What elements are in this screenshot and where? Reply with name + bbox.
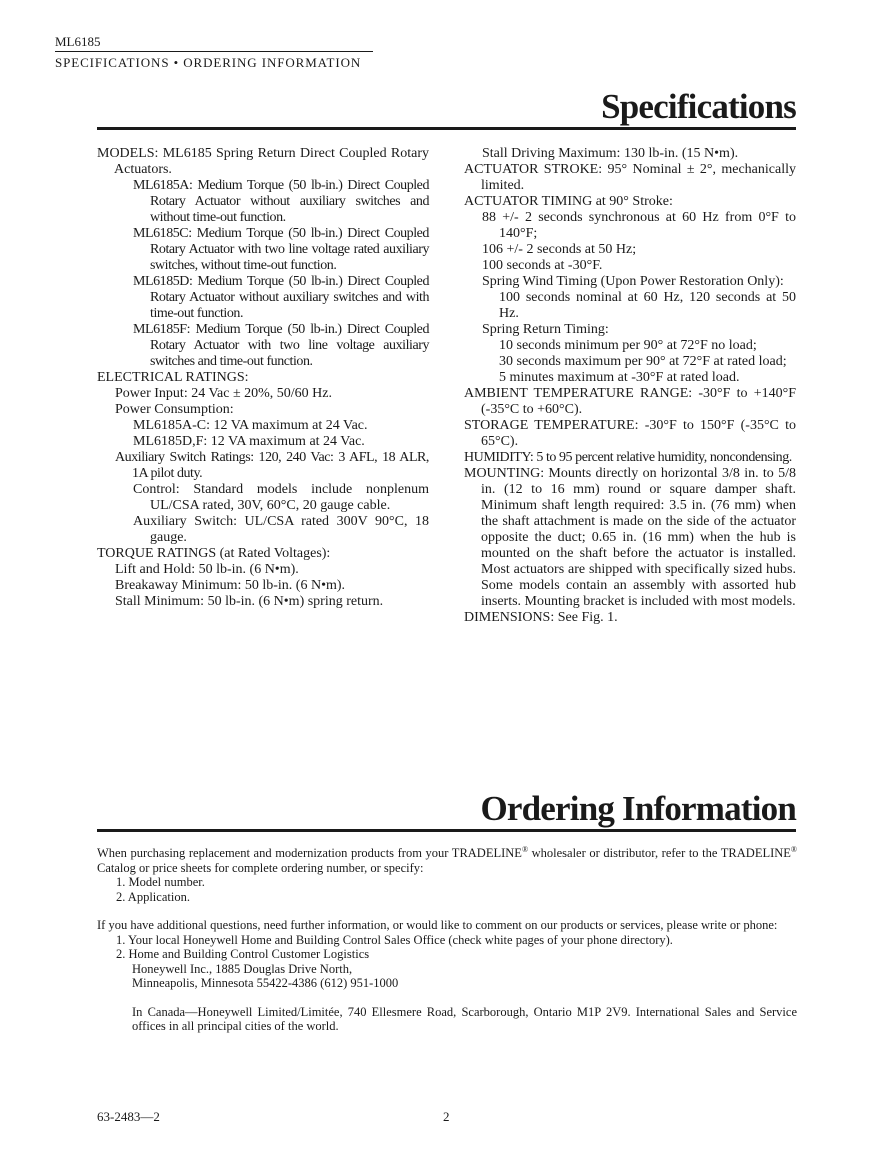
ordering-intro: When purchasing replacement and modernization products from your TRADELINE® wholesaler or distributor, refer to the TRADELINE® Catalog or price sheets for complete ordering number, or specify: [97,845,797,875]
ordering-heading: Ordering Information [480,789,796,828]
spec-line: Control: Standard models include nonplenum UL/CSA rated, 30V, 60°C, 20 gauge cable. [133,482,429,513]
spec-line: Spring Wind Timing (Upon Power Restoration Only): [482,274,784,289]
spec-line: Power Consumption: [115,402,234,417]
spec-line: ML6185D,F: 12 VA maximum at 24 Vac. [133,434,365,449]
spec-line: ML6185C: Medium Torque (50 lb-in.) Direct Coupled Rotary Actuator with two line voltage rated auxiliary switches, without time-out function. [133,226,429,273]
questions-intro: If you have additional questions, need further information, or would like to comment on our products or services, please write or phone: [97,918,778,932]
spec-line: Breakaway Minimum: 50 lb-in. (6 N•m). [115,578,346,593]
spec-line: Auxiliary Switch Ratings: 120, 240 Vac: 3 AFL, 18 ALR, 1A pilot duty. [115,450,429,481]
specifications-right-column [464,146,796,626]
header-rule [55,51,373,52]
spec-line: Spring Return Timing: [482,322,609,337]
spec-line: 10 seconds minimum per 90° at 72°F no load; [499,338,757,353]
spec-line: AMBIENT TEMPERATURE RANGE: -30°F to +140°F (-35°C to +60°C). [464,386,796,417]
spec-line: 88 +/- 2 seconds synchronous at 60 Hz from 0°F to 140°F; [482,210,796,241]
spec-line: MOUNTING: Mounts directly on horizontal 3/8 in. to 5/8 in. (12 to 16 mm) round or square damper shaft. Minimum shaft length required: 3.5 in. (76 mm) when the shaft attachment is made on the side of the actuator opposite the duct; 0.65 in. (16 mm) when the hub is mounted on the shaft before the actuator is installed. Most actuators are shipped with specifically sized hubs. Some models contain an assembly with assorted hub inserts. Mounting bracket is included with most models. [464,466,796,609]
spec-line: 30 seconds maximum per 90° at 72°F at rated load; [499,354,787,369]
spec-line: DIMENSIONS: See Fig. 1. [464,610,618,625]
spec-line: ML6185A: Medium Torque (50 lb-in.) Direct Coupled Rotary Actuator without auxiliary switches and without time-out function. [133,178,429,225]
spec-line: Lift and Hold: 50 lb-in. (6 N•m). [115,562,299,577]
contact-item-customer-logistics: 2. Home and Building Control Customer Logistics [116,947,370,961]
contact-item-local-office: 1. Your local Honeywell Home and Building Control Sales Office (check white pages of your phone directory). [116,932,673,947]
ordering-body [97,846,797,1034]
spec-line: Stall Minimum: 50 lb-in. (6 N•m) spring return. [115,594,384,609]
registered-mark: ® [521,845,529,854]
header-model-number: ML6185 [55,34,101,49]
registered-mark: ® [790,845,797,854]
canada-contact: In Canada—Honeywell Limited/Limitée, 740 Ellesmere Road, Scarborough, Ontario M1P 2V9. International Sales and Service offices in all principal cities of the world. [132,1004,797,1033]
page-number: 2 [443,1109,450,1124]
spec-line: TORQUE RATINGS (at Rated Voltages): [97,546,331,561]
ordering-rule [97,829,796,832]
spec-line: ML6185F: Medium Torque (50 lb-in.) Direct Coupled Rotary Actuator with two line voltage auxiliary switches and time-out function. [133,322,429,369]
spec-line: STORAGE TEMPERATURE: -30°F to 150°F (-35°C to 65°C). [464,418,796,449]
spec-line: MODELS: ML6185 Spring Return Direct Coupled Rotary Actuators. [97,146,429,177]
address-line: Honeywell Inc., 1885 Douglas Drive North, [132,961,353,976]
spec-line: ELECTRICAL RATINGS: [97,370,249,385]
spec-line: 100 seconds at -30°F. [482,258,603,273]
spec-line: ACTUATOR STROKE: 95° Nominal ± 2°, mechanically limited. [464,162,796,193]
spec-line: Stall Driving Maximum: 130 lb-in. (15 N•m). [482,146,739,161]
spec-line: ML6185A-C: 12 VA maximum at 24 Vac. [133,418,368,433]
specify-item-application: 2. Application. [116,889,190,904]
spec-line: ML6185D: Medium Torque (50 lb-in.) Direct Coupled Rotary Actuator without auxiliary switches and with time-out function. [133,274,429,321]
spec-line: 5 minutes maximum at -30°F at rated load. [499,370,740,385]
specifications-left-column [97,146,429,610]
spec-line: Auxiliary Switch: UL/CSA rated 300V 90°C, 18 gauge. [133,514,429,545]
header-section-title: SPECIFICATIONS • ORDERING INFORMATION [55,55,362,70]
document-number: 63-2483—2 [97,1109,160,1124]
spec-line: 106 +/- 2 seconds at 50 Hz; [482,242,637,257]
specify-item-model-number: 1. Model number. [116,875,205,889]
address-line: Minneapolis, Minnesota 55422-4386 (612) 951-1000 [132,976,399,990]
specifications-heading: Specifications [601,87,796,126]
spec-line: Power Input: 24 Vac ± 20%, 50/60 Hz. [115,386,333,401]
specifications-rule [97,127,796,130]
spec-line: 100 seconds nominal at 60 Hz, 120 seconds at 50 Hz. [499,290,796,321]
spec-line: ACTUATOR TIMING at 90° Stroke: [464,194,673,209]
spec-line: HUMIDITY: 5 to 95 percent relative humidity, noncondensing. [464,450,792,465]
